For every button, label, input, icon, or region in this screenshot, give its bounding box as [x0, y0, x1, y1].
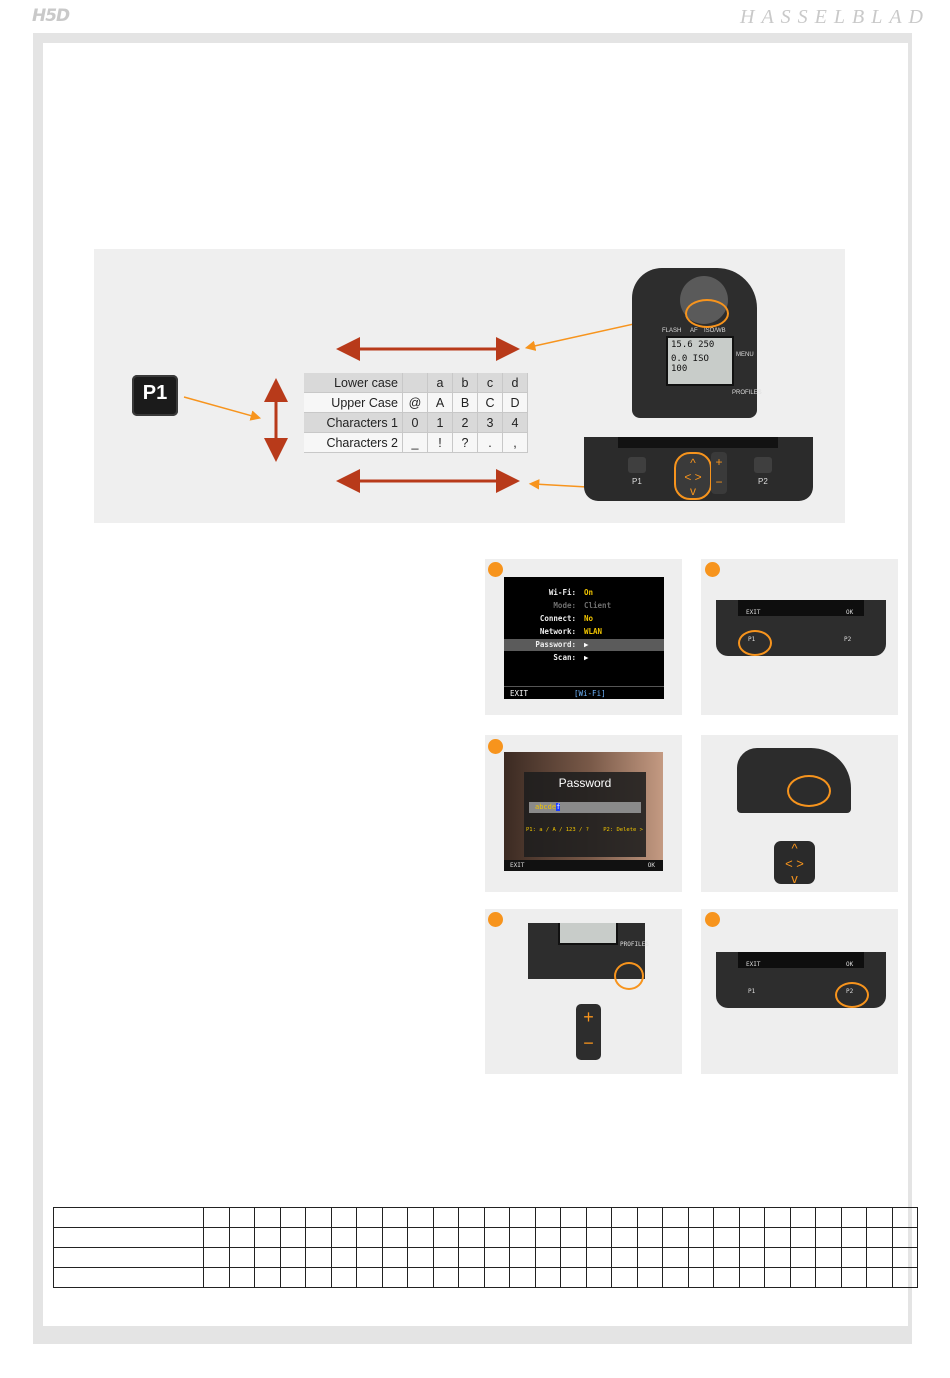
dpad-icon: ^ < > v	[674, 452, 712, 500]
table-cell: b	[453, 373, 478, 393]
grid-cell	[714, 1228, 740, 1248]
table-row	[304, 393, 528, 413]
grid-cell	[688, 1228, 714, 1248]
table-cell: ,	[503, 433, 528, 453]
grid-cell	[510, 1208, 536, 1228]
page-header-brand: HASSELBLAD	[740, 6, 930, 28]
grid-cell	[790, 1248, 816, 1268]
grid-cell	[561, 1248, 587, 1268]
grid-cell	[739, 1268, 765, 1288]
menu-exit-label: EXIT	[510, 689, 529, 698]
grid-cell	[357, 1208, 383, 1228]
grid-label-cell	[54, 1228, 204, 1248]
grid-cell	[637, 1228, 663, 1248]
table-cell: @	[403, 393, 428, 413]
grid-cell	[841, 1268, 867, 1288]
grid-cell	[204, 1268, 230, 1288]
grid-cell	[280, 1268, 306, 1288]
grid-cell	[204, 1208, 230, 1228]
grid-cell	[408, 1268, 434, 1288]
step-marker	[488, 739, 503, 754]
menu-value: No	[584, 614, 594, 623]
grid-cell	[408, 1208, 434, 1228]
grid-cell	[561, 1228, 587, 1248]
grid-cell	[714, 1248, 740, 1268]
grid-cell	[841, 1248, 867, 1268]
grid-cell	[867, 1268, 893, 1288]
menu-row	[504, 587, 664, 599]
grid-cell	[306, 1208, 332, 1228]
grid-cell	[280, 1228, 306, 1248]
password-field	[529, 802, 641, 813]
grip-label: AF	[690, 328, 698, 334]
grid-cell	[816, 1268, 842, 1288]
grid-cell	[892, 1228, 918, 1248]
grid-cell	[306, 1248, 332, 1268]
grid-cell	[382, 1268, 408, 1288]
menu-value: On	[584, 588, 594, 597]
grid-cell	[816, 1208, 842, 1228]
step-marker	[488, 912, 503, 927]
grid-cell	[688, 1268, 714, 1288]
character-set-table	[304, 373, 528, 453]
p2-label: P2	[846, 988, 854, 995]
table-cell: d	[503, 373, 528, 393]
grid-cell	[280, 1208, 306, 1228]
row-label: Lower case	[304, 373, 403, 393]
table-cell: .	[478, 433, 503, 453]
grid-cell	[867, 1248, 893, 1268]
menu-key: Password:	[535, 640, 576, 649]
highlight-wheel	[685, 299, 729, 328]
grip-lcd-line: 0.0 ISO 100	[671, 354, 709, 374]
p1-button-label: P1	[142, 382, 168, 404]
grip-lcd	[666, 336, 734, 386]
grid-cell	[255, 1208, 281, 1228]
grid-cell	[663, 1248, 689, 1268]
grid-cell	[510, 1248, 536, 1268]
grid-label-cell	[54, 1248, 204, 1268]
grid-cell	[433, 1208, 459, 1228]
grid-cell	[561, 1268, 587, 1288]
grip-label: PROFILES	[732, 390, 762, 396]
grid-cell	[535, 1228, 561, 1248]
table-cell: 4	[503, 413, 528, 433]
dpad-icon: ^ < > v	[774, 841, 815, 884]
highlight-p2	[835, 982, 869, 1008]
table-row	[304, 433, 528, 453]
grid-cell	[382, 1228, 408, 1248]
table-cell: ?	[453, 433, 478, 453]
grid-cell	[663, 1268, 689, 1288]
grid-cell	[790, 1208, 816, 1228]
grid-cell	[459, 1268, 485, 1288]
grid-label-cell	[54, 1268, 204, 1288]
table-cell: 1	[428, 413, 453, 433]
grid-cell	[637, 1248, 663, 1268]
grid-cell	[612, 1268, 638, 1288]
wifi-menu-screen	[504, 577, 664, 699]
exit-label: EXIT	[746, 961, 761, 968]
grid-cell	[586, 1248, 612, 1268]
grid-cell	[765, 1248, 791, 1268]
grid-cell	[586, 1268, 612, 1288]
ok-label: OK	[647, 862, 655, 869]
grid-cell	[892, 1248, 918, 1268]
menu-value: ▶	[584, 640, 589, 649]
grid-cell	[688, 1248, 714, 1268]
highlight-wheel	[787, 775, 831, 807]
grid-cell	[331, 1208, 357, 1228]
grid-cell	[459, 1248, 485, 1268]
grid-cell	[433, 1248, 459, 1268]
grid-cell	[357, 1268, 383, 1288]
grid-cell	[816, 1228, 842, 1248]
grid-cell	[637, 1208, 663, 1228]
grid-cell	[612, 1208, 638, 1228]
menu-key: Wi-Fi:	[548, 588, 576, 597]
ok-label: OK	[846, 609, 854, 616]
grid-cell	[612, 1248, 638, 1268]
blank-character-grid	[53, 1207, 918, 1288]
password-dialog	[524, 772, 646, 857]
grid-cell	[535, 1248, 561, 1268]
camera-back-screen	[618, 437, 778, 448]
grid-cell	[331, 1268, 357, 1288]
grid-cell	[484, 1248, 510, 1268]
grid-cell	[357, 1248, 383, 1268]
grip-lcd-line: 15.6 250	[671, 340, 715, 350]
grid-cell	[765, 1268, 791, 1288]
menu-row	[504, 600, 664, 612]
grid-cell	[561, 1208, 587, 1228]
menu-key: Network:	[539, 627, 576, 636]
menu-key: Connect:	[539, 614, 576, 623]
grid-row	[54, 1248, 918, 1268]
menu-key: Scan:	[553, 653, 576, 662]
password-value: abcde	[535, 803, 557, 811]
grid-cell	[255, 1248, 281, 1268]
grid-cell	[841, 1208, 867, 1228]
profiles-label: PROFILES	[620, 941, 649, 948]
grid-cell	[484, 1268, 510, 1288]
p2-label: P2	[844, 636, 852, 643]
grid-cell	[739, 1248, 765, 1268]
p2-label: P2	[758, 477, 768, 486]
table-cell: _	[403, 433, 428, 453]
grid-cell	[229, 1208, 255, 1228]
grip-lcd	[558, 923, 618, 945]
row-label: Upper Case	[304, 393, 403, 413]
grid-cell	[204, 1248, 230, 1268]
grid-cell	[433, 1228, 459, 1248]
password-screen	[504, 752, 663, 871]
grid-cell	[841, 1228, 867, 1248]
grid-cell	[790, 1268, 816, 1288]
grid-cell	[382, 1248, 408, 1268]
menu-title-label: [Wi-Fi]	[574, 689, 606, 698]
pointer-p1	[184, 397, 256, 417]
table-cell: 2	[453, 413, 478, 433]
hint-p2: P2: Delete >	[603, 827, 643, 833]
table-cell: B	[453, 393, 478, 413]
grid-cell	[229, 1228, 255, 1248]
grid-cell	[459, 1228, 485, 1248]
table-cell: C	[478, 393, 503, 413]
grid-cell	[765, 1208, 791, 1228]
grip-label: FLASH	[662, 328, 682, 334]
grid-cell	[510, 1268, 536, 1288]
table-cell: D	[503, 393, 528, 413]
table-cell: !	[428, 433, 453, 453]
menu-value: Client	[584, 601, 612, 610]
grid-cell	[331, 1228, 357, 1248]
grid-cell	[204, 1228, 230, 1248]
grid-cell	[816, 1248, 842, 1268]
grid-cell	[229, 1248, 255, 1268]
menu-key: Mode:	[553, 601, 576, 610]
row-label: Characters 1	[304, 413, 403, 433]
p1-button-shape	[628, 457, 646, 473]
grid-cell	[867, 1208, 893, 1228]
grid-row	[54, 1268, 918, 1288]
p1-label: P1	[748, 636, 756, 643]
plus-minus-icon: + −	[576, 1004, 601, 1060]
password-footer	[504, 860, 663, 871]
step-marker	[705, 912, 720, 927]
grid-cell	[510, 1228, 536, 1248]
grid-label-cell	[54, 1208, 204, 1228]
grid-cell	[765, 1228, 791, 1248]
menu-row	[504, 613, 664, 625]
p1-label: P1	[632, 477, 642, 486]
grid-cell	[612, 1228, 638, 1248]
grid-cell	[484, 1208, 510, 1228]
grid-cell	[663, 1208, 689, 1228]
menu-row	[504, 626, 664, 638]
grid-cell	[459, 1208, 485, 1228]
grid-cell	[357, 1228, 383, 1248]
page-header-model: H5D	[32, 6, 70, 26]
row-label: Characters 2	[304, 433, 403, 453]
table-cell: 3	[478, 413, 503, 433]
grid-cell	[663, 1228, 689, 1248]
hint-p1: P1: a / A / 123 / ?	[526, 827, 589, 833]
password-title: Password	[558, 776, 612, 790]
grid-cell	[688, 1208, 714, 1228]
grid-cell	[255, 1228, 281, 1248]
grid-cell	[280, 1248, 306, 1268]
grid-cell	[331, 1248, 357, 1268]
grid-cell	[714, 1268, 740, 1288]
grid-cell	[739, 1228, 765, 1248]
password-cursor: f	[556, 803, 561, 811]
grid-cell	[306, 1268, 332, 1288]
grid-row	[54, 1208, 918, 1228]
p1-label: P1	[748, 988, 756, 995]
exit-label: EXIT	[510, 862, 525, 869]
grid-cell	[382, 1208, 408, 1228]
highlight-plus-minus	[614, 962, 644, 990]
grid-cell	[867, 1228, 893, 1248]
grid-cell	[433, 1268, 459, 1288]
table-cell: c	[478, 373, 503, 393]
grip-label: MENU	[736, 352, 754, 358]
camera-grip-illustration	[632, 268, 762, 418]
grid-cell	[586, 1228, 612, 1248]
menu-row-selected	[504, 639, 664, 651]
table-cell	[403, 373, 428, 393]
grid-cell	[739, 1208, 765, 1228]
grid-cell	[408, 1248, 434, 1268]
ok-label: OK	[846, 961, 854, 968]
grid-cell	[714, 1208, 740, 1228]
grid-cell	[229, 1268, 255, 1288]
table-cell: 0	[403, 413, 428, 433]
table-cell: A	[428, 393, 453, 413]
step-marker	[705, 562, 720, 577]
table-row	[304, 373, 528, 393]
grid-row	[54, 1228, 918, 1248]
grid-cell	[892, 1268, 918, 1288]
grid-cell	[892, 1208, 918, 1228]
grid-cell	[637, 1268, 663, 1288]
grid-cell	[484, 1228, 510, 1248]
highlight-p1	[738, 630, 772, 656]
menu-row	[504, 652, 664, 664]
grid-cell	[790, 1228, 816, 1248]
grid-cell	[535, 1268, 561, 1288]
step-marker	[488, 562, 503, 577]
plus-minus-icon: + −	[711, 452, 727, 494]
grid-cell	[535, 1208, 561, 1228]
grid-cell	[586, 1208, 612, 1228]
menu-value: WLAN	[584, 627, 603, 636]
table-row	[304, 413, 528, 433]
table-cell: a	[428, 373, 453, 393]
grip-label: ISO/WB	[704, 328, 726, 334]
grid-cell	[408, 1228, 434, 1248]
exit-label: EXIT	[746, 609, 761, 616]
menu-footer	[504, 686, 664, 699]
menu-value: ▶	[584, 653, 589, 662]
grid-cell	[306, 1228, 332, 1248]
p2-button-shape	[754, 457, 772, 473]
grid-cell	[255, 1268, 281, 1288]
